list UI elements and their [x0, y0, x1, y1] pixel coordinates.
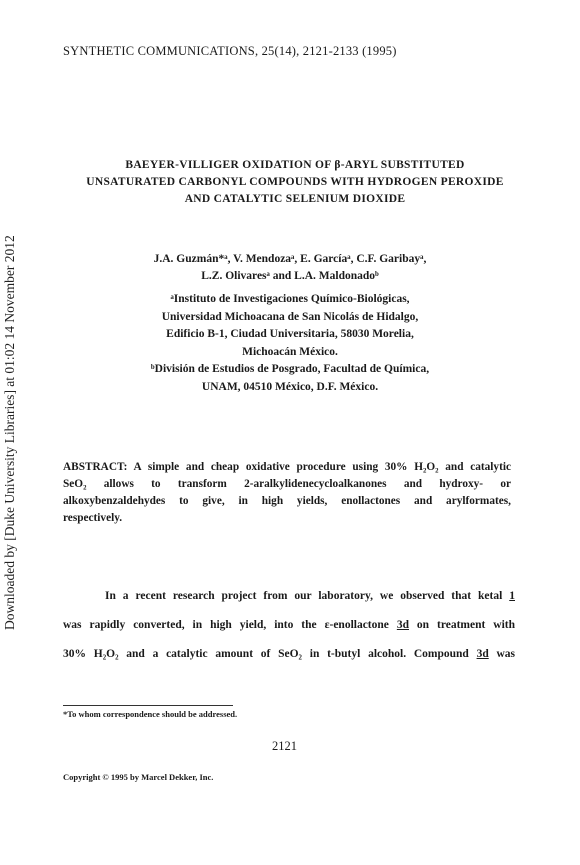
affiliation-line: ᵇDivisión de Estudios de Posgrado, Facultad de Química,: [150, 363, 430, 375]
title-line: UNSATURATED CARBONYL COMPOUNDS WITH HYDROGEN PEROXIDE: [86, 176, 504, 188]
footnote: *To whom correspondence should be addressed.: [63, 709, 238, 719]
page-number: 2121: [272, 739, 297, 753]
affiliation-line: Michoacán México.: [242, 345, 338, 358]
body-text-segment: on treatment with: [408, 619, 515, 631]
abstract-line: ABSTRACT: A simple and cheap oxidative procedure using 30% H₂O₂ and catalytic: [63, 461, 511, 473]
affiliation-line: Universidad Michoacana de San Nicolás de Hidalgo,: [161, 310, 419, 323]
footnote-rule: [63, 705, 233, 706]
body-line: [63, 648, 515, 677]
author-list: [90, 251, 490, 285]
author-line: J.A. Guzmán*ᵃ, V. Mendozaᵃ, E. Garcíaᵃ, C.F. Garibayᵃ,: [153, 253, 427, 265]
affiliations: [95, 291, 485, 396]
compound-ref: 1: [509, 590, 515, 602]
title-line: AND CATALYTIC SELENIUM DIOXIDE: [184, 193, 406, 205]
abstract-line: alkoxybenzaldehydes to give, in high yields, enollactones and arylformates,: [63, 495, 511, 507]
abstract-line: respectively.: [63, 512, 123, 524]
body-text-segment: In a recent research project from our laboratory, we observed that ketal: [105, 590, 510, 602]
body-line: [63, 590, 515, 619]
abstract: [63, 459, 511, 527]
affiliation-line: Edificio B-1, Ciudad Universitaria, 58030 Morelia,: [166, 328, 414, 340]
download-watermark: Downloaded by [Duke University Libraries] at 01:02 14 November 2012: [2, 235, 17, 630]
paper-title: [60, 157, 530, 208]
abstract-line: SeO₂ allows to transform 2-aralkylidenecycloalkanones and hydroxy- or: [63, 478, 511, 490]
body-text-segment: was: [488, 648, 515, 660]
compound-ref: 3d: [396, 619, 409, 631]
body-text-segment: was rapidly converted, in high yield, into the ε-enollactone: [63, 619, 397, 631]
copyright-notice: Copyright © 1995 by Marcel Dekker, Inc.: [63, 772, 214, 782]
affiliation-line: ᵃInstituto de Investigaciones Químico-Biológicas,: [170, 293, 410, 305]
affiliation-line: UNAM, 04510 México, D.F. México.: [201, 380, 379, 393]
journal-header: SYNTHETIC COMMUNICATIONS, 25(14), 2121-2133 (1995): [63, 44, 397, 58]
body-paragraph: [63, 590, 515, 677]
body-line: [63, 619, 515, 648]
body-text-segment: 30% H₂O₂ and a catalytic amount of SeO₂ in t-butyl alcohol. Compound: [63, 648, 477, 660]
title-line: BAEYER-VILLIGER OXIDATION OF β-ARYL SUBSTITUTED: [125, 159, 465, 171]
author-line: L.Z. Olivaresᵃ and L.A. Maldonadoᵇ: [201, 270, 379, 282]
compound-ref: 3d: [476, 648, 489, 660]
